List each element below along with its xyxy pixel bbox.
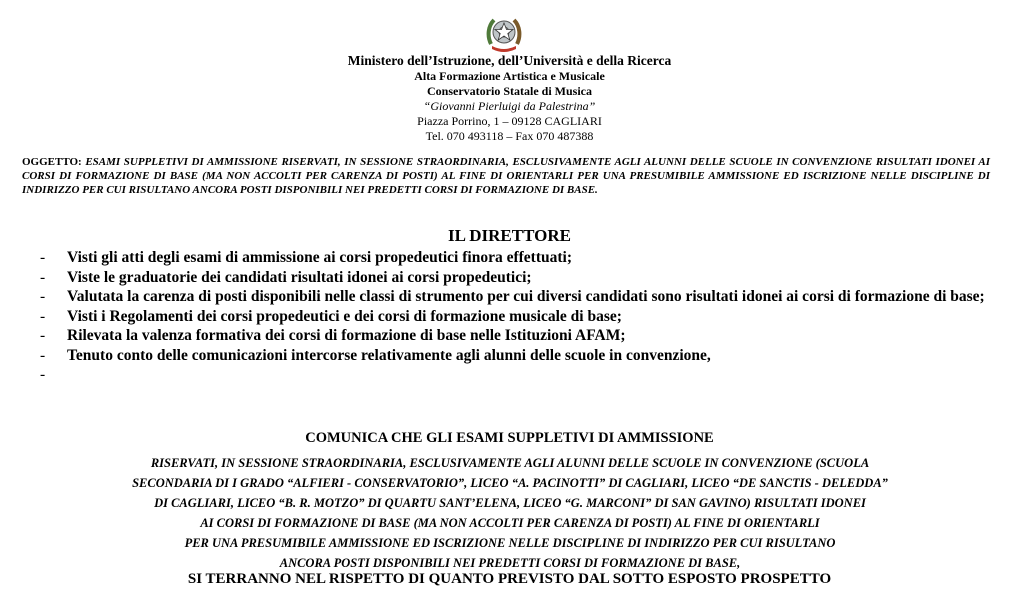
italian-republic-emblem-icon — [486, 14, 522, 52]
list-item — [40, 346, 995, 366]
list-item-text: Visti i Regolamenti dei corsi propedeutici e dei corsi di formazione musicale di base; — [67, 307, 622, 325]
list-item-text: Visti gli atti degli esami di ammissione ai corsi propedeutici finora effettuati; — [67, 249, 572, 266]
list-dash: - — [40, 366, 46, 383]
subject-text: ESAMI SUPPLETIVI DI AMMISSIONE RISERVATI, IN SESSIONE STRAORDINARIA, ESCLUSIVAMENTE AGLI ALUNNI DELLE SCUOLE IN CONVENZIONE RISULTATI IDONEI AI CORSI DI FORMAZIONE DI BASE (MA NON ACCOLTI PER CARENZA DI POSTI) AL FINE DI ORIENTARLI PER UNA PRESUMIBILE AMMISSIONE ED ISCRIZIONE NELLE DISCIPLINE DI INDIRIZZO PER CUI RISULTANO ANCORA POSTI DISPONIBILI NEI PREDETTI CORSI DI FORMAZIONE DI BASE. — [22, 156, 991, 196]
list-dash: - — [40, 327, 46, 344]
conservatorio-line: Conservatorio Statale di Musica — [427, 84, 592, 98]
list-item — [40, 326, 995, 346]
communication-heading: COMUNICA CHE GLI ESAMI SUPPLETIVI DI AMMISSIONE — [305, 430, 714, 446]
reserved-line: RISERVATI, IN SESSIONE STRAORDINARIA, ESCLUSIVAMENTE AGLI ALUNNI DELLE SCUOLE IN CONVENZIONE (SCUOLA — [150, 456, 870, 470]
reserved-line: DI CAGLIARI, LICEO “B. R. MOTZO” DI QUARTU SANT’ELENA, LICEO “G. MARCONI” DI SAN GAVINO) RISULTATI IDONEI — [154, 496, 866, 510]
subject-label: OGGETTO: — [22, 156, 82, 168]
letterhead — [0, 52, 1019, 144]
list-item — [40, 365, 995, 385]
afam-line: Alta Formazione Artistica e Musicale — [414, 69, 605, 83]
list-item — [40, 287, 995, 307]
list-dash: - — [40, 346, 46, 364]
list-dash: - — [40, 307, 46, 325]
list-item-text: Viste le graduatorie dei candidati risultati idonei ai corsi propedeutici; — [67, 268, 532, 286]
reserved-line: ANCORA POSTI DISPONIBILI NEI PREDETTI CORSI DI FORMAZIONE DI BASE, — [279, 556, 741, 570]
phone-line: Tel. 070 493118 – Fax 070 487388 — [425, 129, 594, 143]
reserved-paragraph — [40, 453, 980, 573]
list-item-text: Rilevata la valenza formativa dei corsi di formazione di base nelle Istituzioni AFAM; — [67, 327, 626, 344]
list-item-text — [67, 366, 71, 383]
premises-list — [40, 248, 995, 385]
list-item-text: Tenuto conto delle comunicazioni intercorse relativamente agli alunni delle scuole in convenzione, — [67, 346, 711, 364]
document-title: IL DIRETTORE — [448, 226, 571, 245]
reserved-line: PER UNA PRESUMIBILE AMMISSIONE ED ISCRIZIONE NELLE DISCIPLINE DI INDIRIZZO PER CUI RISULTANO — [184, 536, 836, 550]
list-item-text: Valutata la carenza di posti disponibili nelle classi di strumento per cui diversi candidati sono risultati idonei ai corsi di formazione di base; — [67, 288, 985, 305]
conservatorio-name: “Giovanni Pierluigi da Palestrina” — [423, 99, 596, 113]
list-item — [40, 268, 995, 288]
closing-heading: SI TERRANNO NEL RISPETTO DI QUANTO PREVISTO DAL SOTTO ESPOSTO PROSPETTO — [187, 571, 832, 587]
list-dash: - — [40, 288, 46, 305]
reserved-line: SECONDARIA DI I GRADO “ALFIERI - CONSERVATORIO”, LICEO “A. PACINOTTI” DI CAGLIARI, LICEO “DE SANCTIS - DELEDDA” — [132, 476, 888, 490]
list-dash: - — [40, 268, 46, 286]
list-item — [40, 307, 995, 327]
address-line: Piazza Porrino, 1 – 09128 CAGLIARI — [417, 114, 602, 128]
reserved-line: AI CORSI DI FORMAZIONE DI BASE (MA NON ACCOLTI PER CARENZA DI POSTI) AL FINE DI ORIENTARLI — [200, 516, 820, 530]
ministry-name: Ministero dell’Istruzione, dell’Università e della Ricerca — [347, 53, 672, 68]
list-dash: - — [40, 249, 46, 266]
subject-paragraph — [22, 155, 990, 197]
list-item — [40, 248, 995, 268]
